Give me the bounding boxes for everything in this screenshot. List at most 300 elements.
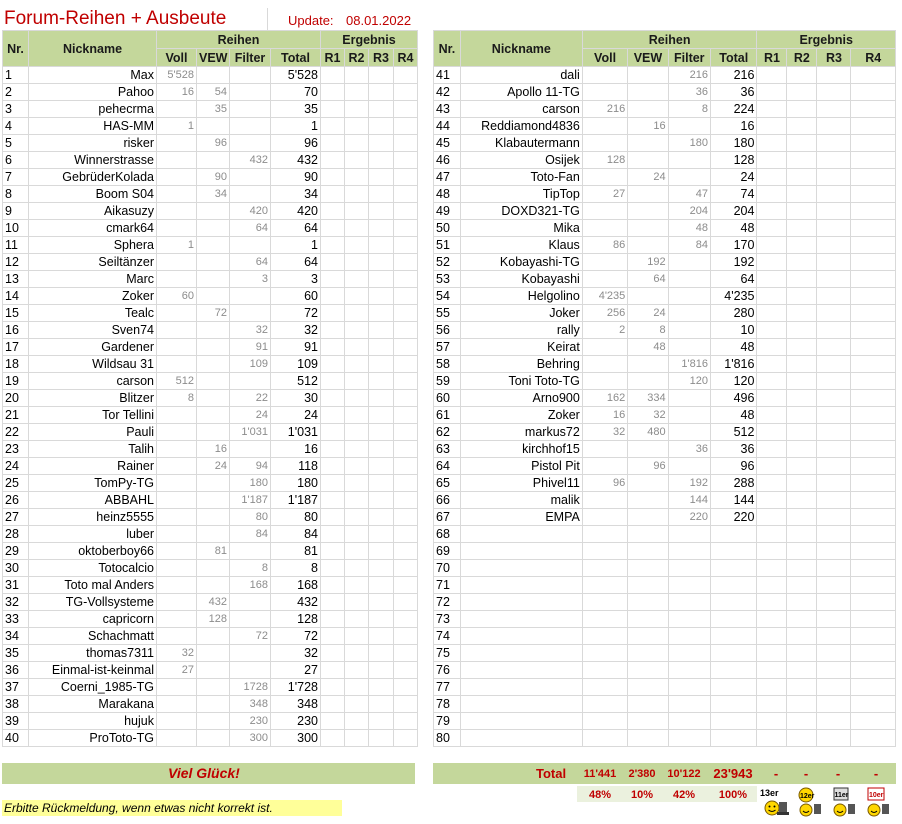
row-nr: 41 — [434, 67, 461, 84]
row-total: 35 — [271, 101, 321, 118]
row-r3 — [817, 135, 851, 152]
row-r2 — [345, 526, 369, 543]
row-filter — [230, 288, 271, 305]
row-nickname: risker — [29, 135, 157, 152]
row-total: 280 — [710, 305, 757, 322]
row-r3 — [369, 645, 394, 662]
row-r2 — [345, 645, 369, 662]
row-voll — [157, 475, 197, 492]
row-r2 — [787, 713, 817, 730]
row-voll — [582, 679, 627, 696]
row-nr: 72 — [434, 594, 461, 611]
table-row — [3, 67, 418, 84]
row-r4 — [394, 560, 418, 577]
row-r2 — [345, 84, 369, 101]
row-r1 — [321, 662, 345, 679]
row-nickname: Winnerstrasse — [29, 152, 157, 169]
row-voll — [582, 509, 627, 526]
row-total: 48 — [710, 407, 757, 424]
row-r4 — [851, 271, 896, 288]
table-row — [434, 441, 896, 458]
table-row — [434, 730, 896, 747]
row-vew — [628, 152, 668, 169]
row-filter: 432 — [230, 152, 271, 169]
row-nickname: Coerni_1985-TG — [29, 679, 157, 696]
row-vew — [628, 543, 668, 560]
table-row — [434, 577, 896, 594]
row-r3 — [817, 458, 851, 475]
row-nickname — [460, 611, 582, 628]
row-r2 — [787, 407, 817, 424]
row-r3 — [817, 373, 851, 390]
row-vew — [197, 152, 230, 169]
row-r1 — [321, 594, 345, 611]
row-total — [710, 696, 757, 713]
row-nr: 71 — [434, 577, 461, 594]
row-voll — [157, 254, 197, 271]
row-filter: 80 — [230, 509, 271, 526]
table-row — [434, 424, 896, 441]
row-r4 — [851, 407, 896, 424]
col-nr-header: Nr. — [3, 31, 29, 67]
row-nickname: capricorn — [29, 611, 157, 628]
row-filter — [668, 288, 710, 305]
row-nickname: Joker — [460, 305, 582, 322]
row-r2 — [345, 458, 369, 475]
row-total: 5'528 — [271, 67, 321, 84]
row-filter: 216 — [668, 67, 710, 84]
col-ergebnis-header: Ergebnis — [757, 31, 896, 49]
row-r1 — [321, 322, 345, 339]
row-total: 74 — [710, 186, 757, 203]
row-r3 — [817, 424, 851, 441]
row-total: 64 — [271, 220, 321, 237]
row-voll — [157, 492, 197, 509]
row-voll — [157, 271, 197, 288]
row-nickname: hujuk — [29, 713, 157, 730]
row-r3 — [817, 645, 851, 662]
row-nr: 64 — [434, 458, 461, 475]
row-filter: 220 — [668, 509, 710, 526]
row-r1 — [321, 492, 345, 509]
row-r2 — [787, 220, 817, 237]
row-r3 — [817, 169, 851, 186]
table-row — [434, 560, 896, 577]
row-r1 — [321, 458, 345, 475]
table-row — [3, 713, 418, 730]
row-total: 216 — [710, 67, 757, 84]
row-vew — [197, 203, 230, 220]
row-nr: 29 — [3, 543, 29, 560]
row-vew — [628, 509, 668, 526]
row-voll — [157, 730, 197, 747]
row-nickname: Klabautermann — [460, 135, 582, 152]
row-nickname: Behring — [460, 356, 582, 373]
table-row — [434, 594, 896, 611]
row-r3 — [817, 475, 851, 492]
row-voll: 96 — [582, 475, 627, 492]
row-voll — [582, 169, 627, 186]
row-r2 — [787, 203, 817, 220]
row-nr: 21 — [3, 407, 29, 424]
total-voll: 11'441 — [583, 768, 617, 780]
row-nickname: Toto mal Anders — [29, 577, 157, 594]
row-r4 — [394, 118, 418, 135]
row-r2 — [345, 407, 369, 424]
row-r3 — [817, 560, 851, 577]
row-filter — [230, 101, 271, 118]
row-r3 — [817, 543, 851, 560]
row-total: 128 — [710, 152, 757, 169]
row-vew — [197, 492, 230, 509]
row-nr: 58 — [434, 356, 461, 373]
row-r3 — [369, 271, 394, 288]
row-r1 — [757, 186, 787, 203]
row-vew — [197, 560, 230, 577]
row-r2 — [787, 339, 817, 356]
row-r1 — [321, 101, 345, 118]
row-nickname: EMPA — [460, 509, 582, 526]
row-voll: 162 — [582, 390, 627, 407]
row-r3 — [369, 543, 394, 560]
row-r2 — [345, 288, 369, 305]
row-r4 — [851, 339, 896, 356]
row-nickname: markus72 — [460, 424, 582, 441]
row-vew — [628, 526, 668, 543]
row-r2 — [787, 543, 817, 560]
row-nickname: Blitzer — [29, 390, 157, 407]
row-r1 — [321, 696, 345, 713]
row-r2 — [345, 135, 369, 152]
row-nr: 31 — [3, 577, 29, 594]
row-total: 36 — [710, 84, 757, 101]
row-nr: 45 — [434, 135, 461, 152]
row-total — [710, 611, 757, 628]
row-total: 64 — [271, 254, 321, 271]
table-row — [3, 186, 418, 203]
row-voll — [582, 730, 627, 747]
table-row — [3, 594, 418, 611]
row-r2 — [787, 254, 817, 271]
row-r4 — [851, 509, 896, 526]
row-vew — [628, 560, 668, 577]
row-filter: 36 — [668, 84, 710, 101]
row-r3 — [817, 492, 851, 509]
table-row — [3, 339, 418, 356]
r3-total: - — [835, 766, 841, 781]
row-r1 — [321, 288, 345, 305]
row-vew — [197, 645, 230, 662]
table-row — [434, 237, 896, 254]
row-nr: 52 — [434, 254, 461, 271]
row-voll: 128 — [582, 152, 627, 169]
row-nickname: rally — [460, 322, 582, 339]
table-row — [434, 84, 896, 101]
pct-vew: 10% — [630, 789, 654, 801]
row-vew — [197, 628, 230, 645]
row-vew: 24 — [628, 305, 668, 322]
row-filter — [230, 169, 271, 186]
row-r1 — [757, 662, 787, 679]
row-nr: 28 — [3, 526, 29, 543]
row-voll: 1 — [157, 118, 197, 135]
row-vew — [197, 679, 230, 696]
row-r2 — [345, 169, 369, 186]
row-r3 — [369, 560, 394, 577]
row-r4 — [394, 679, 418, 696]
row-nr: 70 — [434, 560, 461, 577]
row-r2 — [787, 560, 817, 577]
row-r4 — [851, 169, 896, 186]
row-voll — [582, 458, 627, 475]
row-vew: 8 — [628, 322, 668, 339]
row-voll: 27 — [582, 186, 627, 203]
row-voll — [157, 611, 197, 628]
row-vew: 96 — [628, 458, 668, 475]
row-voll — [157, 152, 197, 169]
row-filter — [668, 322, 710, 339]
total-label: Total — [536, 766, 567, 781]
row-r1 — [757, 441, 787, 458]
row-r1 — [757, 390, 787, 407]
badge-12er-icon — [799, 788, 821, 816]
row-r1 — [757, 458, 787, 475]
row-total: 34 — [271, 186, 321, 203]
row-r2 — [345, 662, 369, 679]
row-filter — [230, 237, 271, 254]
row-r3 — [369, 339, 394, 356]
row-total: 24 — [271, 407, 321, 424]
row-r3 — [817, 509, 851, 526]
row-r4 — [851, 135, 896, 152]
row-nickname: Toto-Fan — [460, 169, 582, 186]
row-total — [710, 526, 757, 543]
row-nr: 65 — [434, 475, 461, 492]
row-r1 — [321, 475, 345, 492]
row-filter — [668, 560, 710, 577]
row-nickname: thomas7311 — [29, 645, 157, 662]
table-row — [434, 662, 896, 679]
table-row — [3, 84, 418, 101]
row-voll — [582, 560, 627, 577]
row-total: 96 — [271, 135, 321, 152]
row-nickname: Phivel11 — [460, 475, 582, 492]
row-nr: 60 — [434, 390, 461, 407]
row-r3 — [369, 730, 394, 747]
row-filter: 204 — [668, 203, 710, 220]
row-total: 128 — [271, 611, 321, 628]
row-nr: 17 — [3, 339, 29, 356]
row-r3 — [369, 203, 394, 220]
row-r1 — [321, 679, 345, 696]
row-nr: 42 — [434, 84, 461, 101]
row-filter — [668, 611, 710, 628]
row-vew — [628, 441, 668, 458]
row-r3 — [369, 424, 394, 441]
table-row — [434, 713, 896, 730]
row-voll — [157, 458, 197, 475]
table-row — [3, 203, 418, 220]
row-filter: 1'031 — [230, 424, 271, 441]
row-voll — [582, 492, 627, 509]
row-total — [710, 628, 757, 645]
row-total: 496 — [710, 390, 757, 407]
row-r2 — [787, 509, 817, 526]
row-nickname: Arno900 — [460, 390, 582, 407]
col-vew-header: VEW — [628, 49, 668, 67]
row-r3 — [369, 101, 394, 118]
row-r1 — [757, 118, 787, 135]
row-voll: 60 — [157, 288, 197, 305]
row-nickname: TG-Vollsysteme — [29, 594, 157, 611]
row-voll — [157, 713, 197, 730]
row-r3 — [369, 305, 394, 322]
table-row — [434, 101, 896, 118]
row-r1 — [757, 560, 787, 577]
row-vew — [628, 67, 668, 84]
row-filter: 192 — [668, 475, 710, 492]
row-r4 — [394, 662, 418, 679]
feedback-note: Erbitte Rückmeldung, wenn etwas nicht korrekt ist. — [2, 800, 342, 816]
row-r4 — [851, 220, 896, 237]
row-vew — [628, 84, 668, 101]
col-reihen-header: Reihen — [157, 31, 321, 49]
row-r1 — [321, 152, 345, 169]
row-r3 — [369, 441, 394, 458]
table-row — [3, 696, 418, 713]
row-nickname: Klaus — [460, 237, 582, 254]
row-r4 — [851, 373, 896, 390]
row-total — [710, 594, 757, 611]
row-voll: 86 — [582, 237, 627, 254]
row-vew — [628, 594, 668, 611]
row-total: 1'187 — [271, 492, 321, 509]
row-r2 — [345, 730, 369, 747]
row-vew: 192 — [628, 254, 668, 271]
row-nr: 23 — [3, 441, 29, 458]
row-r4 — [394, 424, 418, 441]
row-filter: 48 — [668, 220, 710, 237]
row-vew: 64 — [628, 271, 668, 288]
row-r4 — [851, 390, 896, 407]
row-total: 432 — [271, 594, 321, 611]
row-vew — [628, 475, 668, 492]
row-r1 — [321, 373, 345, 390]
row-r2 — [345, 220, 369, 237]
row-total: 1'728 — [271, 679, 321, 696]
row-r3 — [817, 152, 851, 169]
row-r2 — [787, 441, 817, 458]
row-filter — [230, 67, 271, 84]
row-r3 — [817, 730, 851, 747]
row-r2 — [345, 594, 369, 611]
row-nr: 27 — [3, 509, 29, 526]
row-r1 — [757, 356, 787, 373]
row-nickname: Talih — [29, 441, 157, 458]
row-total: 16 — [710, 118, 757, 135]
row-r2 — [345, 713, 369, 730]
row-nr: 36 — [3, 662, 29, 679]
table-row — [3, 220, 418, 237]
col-total-header: Total — [710, 49, 757, 67]
row-r1 — [757, 220, 787, 237]
table-row — [434, 135, 896, 152]
row-voll — [582, 543, 627, 560]
row-r1 — [321, 424, 345, 441]
row-voll — [582, 611, 627, 628]
row-r4 — [394, 373, 418, 390]
row-r1 — [757, 203, 787, 220]
row-filter — [668, 152, 710, 169]
row-voll — [582, 696, 627, 713]
row-filter: 36 — [668, 441, 710, 458]
row-total — [710, 662, 757, 679]
row-nickname: Sphera — [29, 237, 157, 254]
row-r2 — [787, 356, 817, 373]
row-nr: 55 — [434, 305, 461, 322]
row-filter — [668, 730, 710, 747]
row-r2 — [345, 237, 369, 254]
table-row — [3, 543, 418, 560]
row-r3 — [369, 628, 394, 645]
row-nickname — [460, 679, 582, 696]
row-total: 90 — [271, 169, 321, 186]
table-row — [3, 577, 418, 594]
row-filter: 1'816 — [668, 356, 710, 373]
row-r3 — [817, 67, 851, 84]
row-r4 — [394, 152, 418, 169]
table-row — [434, 322, 896, 339]
table-row — [3, 322, 418, 339]
row-r4 — [394, 594, 418, 611]
row-r3 — [369, 356, 394, 373]
row-r4 — [851, 662, 896, 679]
row-nickname — [460, 526, 582, 543]
row-total — [710, 577, 757, 594]
row-r4 — [851, 458, 896, 475]
row-r3 — [817, 526, 851, 543]
row-r3 — [369, 135, 394, 152]
row-nickname: TipTop — [460, 186, 582, 203]
table-row — [3, 305, 418, 322]
row-nr: 15 — [3, 305, 29, 322]
row-voll: 256 — [582, 305, 627, 322]
col-r3-header: R3 — [369, 49, 394, 67]
row-nr: 24 — [3, 458, 29, 475]
row-r4 — [851, 84, 896, 101]
row-filter: 300 — [230, 730, 271, 747]
row-nr: 10 — [3, 220, 29, 237]
row-filter: 144 — [668, 492, 710, 509]
row-r4 — [851, 203, 896, 220]
row-r2 — [787, 135, 817, 152]
row-r3 — [817, 101, 851, 118]
row-r2 — [345, 203, 369, 220]
row-total: 32 — [271, 645, 321, 662]
row-r4 — [394, 101, 418, 118]
row-r3 — [369, 390, 394, 407]
row-vew — [628, 696, 668, 713]
row-nr: 33 — [3, 611, 29, 628]
row-r2 — [345, 424, 369, 441]
row-voll — [157, 203, 197, 220]
row-total: 512 — [271, 373, 321, 390]
row-nickname — [460, 560, 582, 577]
row-nr: 32 — [3, 594, 29, 611]
row-filter — [668, 339, 710, 356]
row-r4 — [394, 628, 418, 645]
row-nr: 43 — [434, 101, 461, 118]
